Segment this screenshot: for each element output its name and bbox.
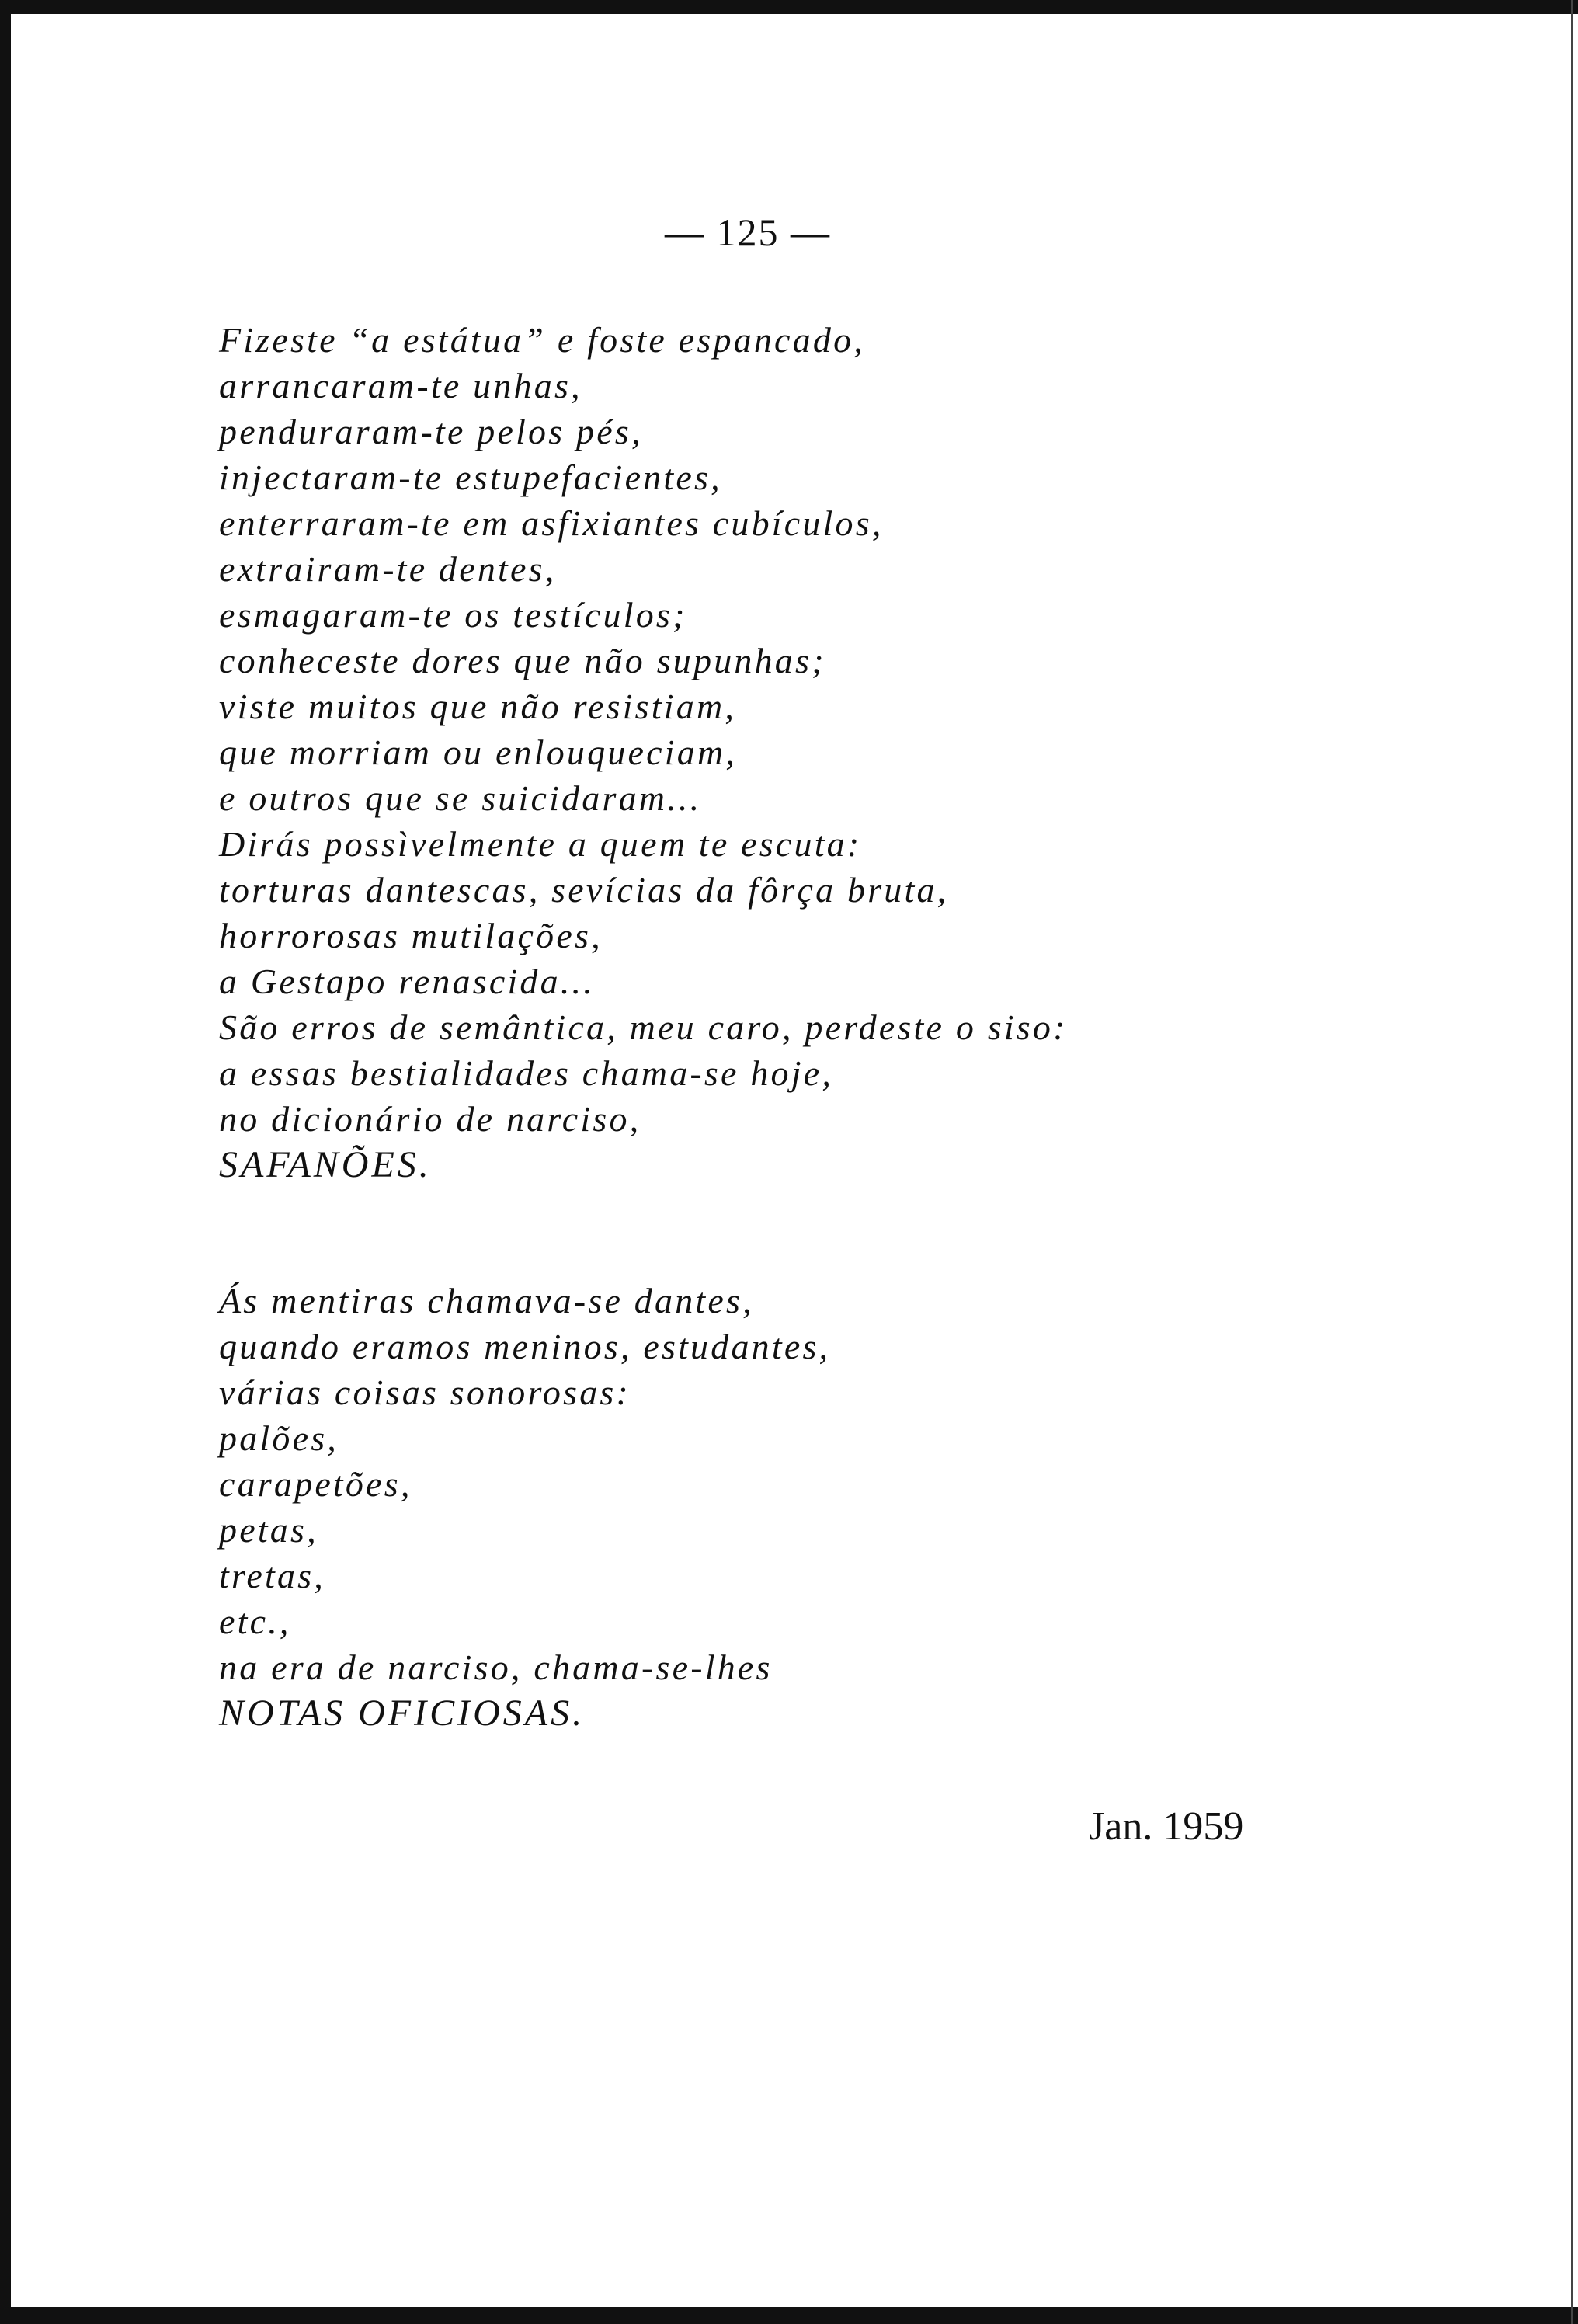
poem-line: viste muitos que não resistiam, <box>219 687 737 726</box>
poem-line: carapetões, <box>219 1464 412 1504</box>
poem-line: esmagaram-te os testículos; <box>219 595 687 635</box>
poem-line: Dirás possìvelmente a quem te escuta: <box>219 824 862 864</box>
poem-line: na era de narciso, chama-se-lhes <box>219 1647 773 1687</box>
poem-line: várias coisas sonorosas: <box>219 1372 631 1412</box>
poem-stanza-2 <box>219 1278 830 1736</box>
scan-border-bottom <box>0 2307 1578 2324</box>
poem-line: no dicionário de narciso, <box>219 1099 641 1139</box>
scan-border-right <box>1571 0 1573 2324</box>
poem-line: torturas dantescas, sevícias da fôrça bruta, <box>219 870 949 910</box>
poem-line: etc., <box>219 1602 291 1641</box>
poem-line: e outros que se suicidaram... <box>219 778 702 818</box>
poem-line: palões, <box>219 1418 339 1458</box>
poem-line: penduraram-te pelos pés, <box>219 412 643 451</box>
poem-line: tretas, <box>219 1556 325 1595</box>
scan-border-left <box>0 0 11 2324</box>
poem-line: arrancaram-te unhas, <box>219 366 582 405</box>
poem-line: NOTAS OFICIOSAS. <box>219 1693 586 1734</box>
poem-line: a essas bestialidades chama-se hoje, <box>219 1053 834 1093</box>
poem-line: petas, <box>219 1510 318 1550</box>
poem-stanza-1 <box>219 317 1068 1188</box>
poem-line: enterraram-te em asfixiantes cubículos, <box>219 503 884 543</box>
poem-line: injectaram-te estupefacientes, <box>219 457 722 497</box>
poem-line: extrairam-te dentes, <box>219 549 557 589</box>
poem-line: que morriam ou enlouqueciam, <box>219 732 738 772</box>
poem-line: Ás mentiras chamava-se dantes, <box>219 1281 754 1320</box>
poem-line: quando eramos meninos, estudantes, <box>219 1327 831 1366</box>
poem-line: Fizeste “a estátua” e foste espancado, <box>219 320 865 360</box>
poem-line: horrorosas mutilações, <box>219 916 603 955</box>
poem-line: SAFANÕES. <box>219 1144 432 1185</box>
page-number: — 125 — <box>665 210 831 254</box>
poem-line: conheceste dores que não supunhas; <box>219 641 826 680</box>
poem-line: a Gestapo renascida... <box>219 962 595 1001</box>
poem-date: Jan. 1959 <box>1089 1804 1244 1849</box>
poem-line: São erros de semântica, meu caro, perdeste o siso: <box>219 1007 1068 1047</box>
scan-border-top <box>0 0 1578 14</box>
